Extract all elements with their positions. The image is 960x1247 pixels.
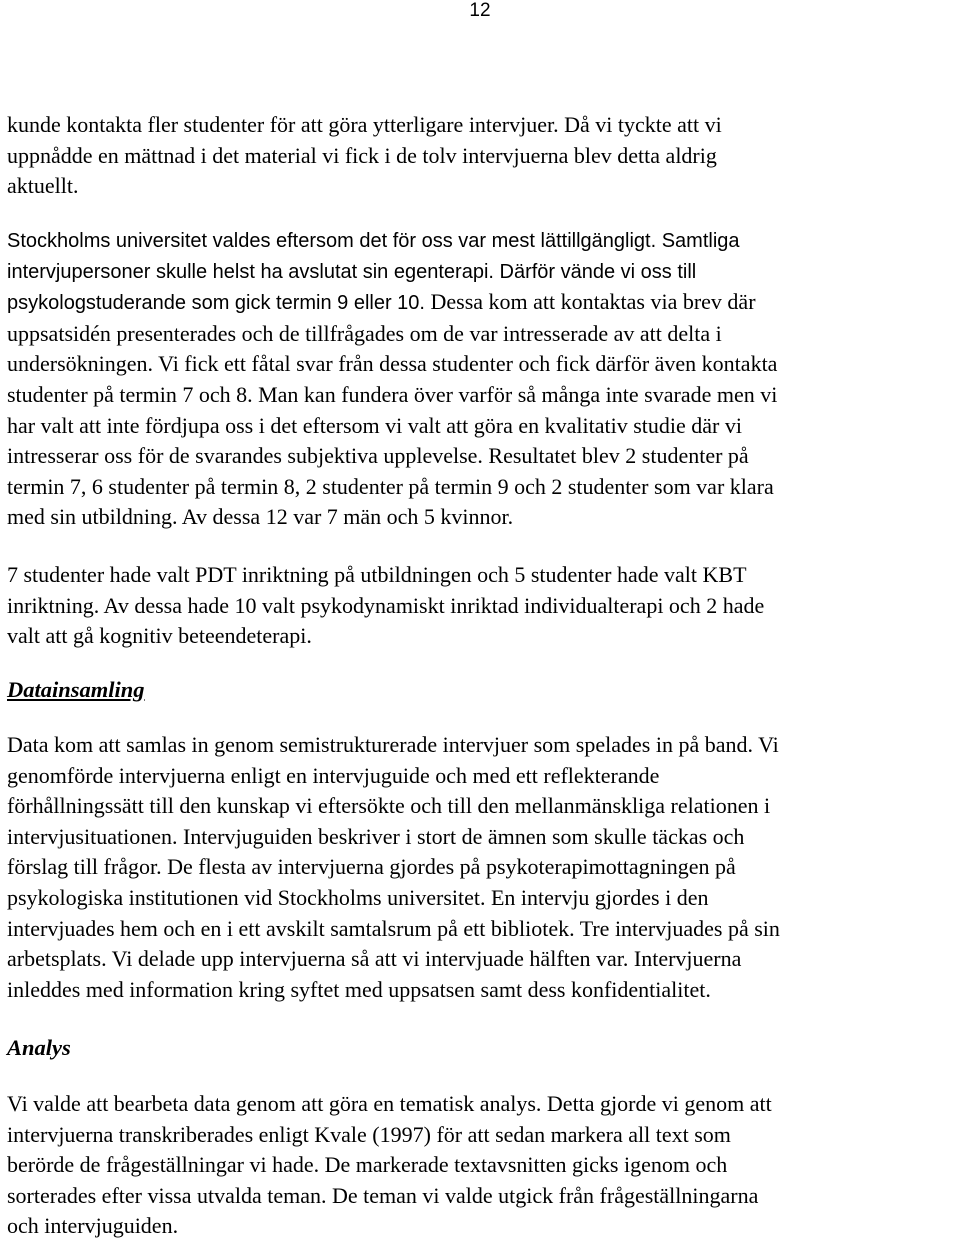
text-line: intervjusituationen. Intervjuguiden beskriver i stort de ämnen som skulle täckas och xyxy=(7,823,745,849)
text-line: Data kom att samlas in genom semistrukturerade intervjuer som spelades in på band. Vi xyxy=(7,732,779,757)
text-line: intervjuerna transkriberades enligt Kvale (1997) för att sedan markera all text som xyxy=(7,1121,731,1147)
text-line: intresserar oss för de svarandes subjektiva upplevelse. Resultatet blev 2 studenter på xyxy=(7,443,749,469)
text-line: intervjuades hem och en i ett avskilt samtalsrum på ett bibliotek. Tre intervjuades på sin xyxy=(7,915,780,941)
text-line xyxy=(7,287,777,319)
page-number: 12 xyxy=(469,0,491,21)
paragraph-datainsamling xyxy=(7,730,780,1005)
text-line: med sin utbildning. Av dessa 12 var 7 män och 5 kvinnor. xyxy=(7,504,514,530)
text-line: studenter på termin 7 och 8. Man kan fundera över varför så många inte svarade men vi xyxy=(7,381,778,407)
text-line: inleddes med information kring syftet med uppsatsen samt dess konfidentialitet. xyxy=(7,976,711,1002)
section-heading-analys: Analys xyxy=(7,1035,71,1060)
text-line: uppsatsidén presenterades och de tillfrågades om de var intresserade av att delta i xyxy=(7,320,722,346)
paragraph-orientation xyxy=(7,560,764,652)
text-line: valt att gå kognitiv beteendeterapi. xyxy=(7,623,312,649)
text-line: Vi valde att bearbeta data genom att göra en tematisk analys. Detta gjorde vi genom att xyxy=(7,1091,772,1116)
text-line: berörde de frågeställningar vi hade. De markerade textavsnitten gicks igenom och xyxy=(7,1152,728,1178)
text-line: förhållningssätt till den kunskap vi eftersökte och till den mellanmänskliga relationen i xyxy=(7,793,771,819)
text-line: sorterades efter vissa utvalda teman. De teman vi valde utgick från frågeställningarna xyxy=(7,1182,759,1208)
text-segment-serif: Dessa kom att kontaktas via brev där xyxy=(425,289,756,315)
text-line: uppnådde en mättnad i det material vi fick i de tolv intervjuerna blev detta aldrig xyxy=(7,142,717,168)
text-line: förslag till frågor. De flesta av intervjuerna gjordes på psykoterapimottagningen på xyxy=(7,854,736,880)
text-line: arbetsplats. Vi delade upp intervjuerna så att vi intervjuade hälften var. Intervjuerna xyxy=(7,946,742,972)
text-line: och intervjuguiden. xyxy=(7,1213,179,1239)
text-line: inriktning. Av dessa hade 10 valt psykodynamiskt inriktad individualterapi och 2 hade xyxy=(7,592,765,618)
paragraph-selection xyxy=(7,226,777,533)
text-segment-sans: psykologstuderande som gick termin 9 eller 10. xyxy=(7,292,425,315)
text-line: Stockholms universitet valdes eftersom det för oss var mest lättillgängligt. Samtliga xyxy=(7,230,740,252)
text-line: genomförde intervjuerna enligt en intervjuguide och med ett reflekterande xyxy=(7,762,660,788)
text-line: 7 studenter hade valt PDT inriktning på utbildningen och 5 studenter hade valt KBT xyxy=(7,562,747,587)
paragraph-intro xyxy=(7,110,722,202)
text-line: psykologiska institutionen vid Stockholms universitet. En intervju gjordes i den xyxy=(7,884,709,910)
text-line: har valt att inte fördjupa oss i det eftersom vi valt att göra en kvalitativ studie där vi xyxy=(7,412,742,438)
section-heading-datainsamling: Datainsamling xyxy=(7,677,145,702)
text-line: aktuellt. xyxy=(7,173,79,199)
paragraph-analys xyxy=(7,1089,772,1242)
text-line: undersökningen. Vi fick ett fåtal svar från dessa studenter och fick därför även kontakta xyxy=(7,351,778,377)
text-line: intervjupersoner skulle helst ha avslutat sin egenterapi. Därför vände vi oss till xyxy=(7,260,697,283)
text-line: termin 7, 6 studenter på termin 8, 2 studenter på termin 9 och 2 studenter som var klara xyxy=(7,473,774,499)
text-line: kunde kontakta fler studenter för att göra ytterligare intervjuer. Då vi tyckte att vi xyxy=(7,112,722,137)
